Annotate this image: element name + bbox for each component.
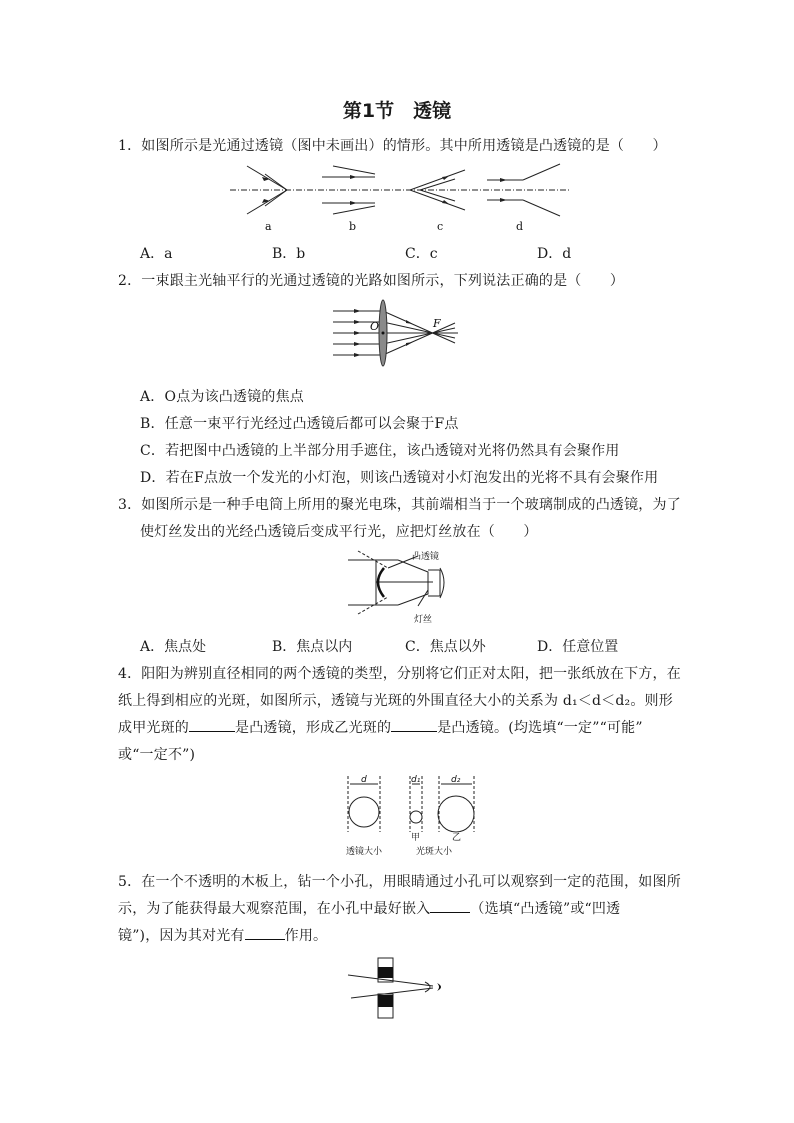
q1-option-b[interactable]: B．b (272, 246, 306, 262)
q2-option-b[interactable]: B．任意一束平行光经过凸透镜后都可以会聚于F点 (140, 416, 459, 432)
q4-line4: 或“一定不”) (118, 747, 196, 763)
q4-figure (344, 772, 479, 858)
q5-line2 (118, 898, 620, 918)
q4-line3-c: 是凸透镜。(均选填“一定”“可能” (437, 720, 643, 736)
q1-stem: 1．如图所示是光通过透镜（图中未画出）的情形。其中所用透镜是凸透镜的是（ ） (118, 138, 667, 154)
q3-label-lens: 凸透镜 (412, 552, 440, 562)
q5-blank-2[interactable] (245, 939, 285, 940)
q4-blank-1[interactable] (189, 731, 235, 732)
q1-fig-label-d: d (516, 220, 524, 233)
q5-line2-b: （选填“凸透镜”或“凹透 (470, 901, 621, 917)
q1-figure (225, 160, 575, 236)
q4-label-spot-size: 光斑大小 (416, 847, 453, 857)
q1-fig-label-c: c (437, 220, 444, 233)
q2-option-c[interactable]: C．若把图中凸透镜的上半部分用手遮住，该凸透镜对光将仍然具有会聚作用 (140, 443, 620, 459)
q3-option-c[interactable]: C．焦点以外 (405, 639, 486, 655)
q4-line3 (118, 717, 643, 737)
q5-blank-1[interactable] (430, 912, 470, 913)
q2-figure (333, 297, 473, 377)
q2-label-f: F (433, 317, 441, 330)
q2-label-o: O (370, 320, 380, 333)
q4-label-yi: 乙 (452, 833, 462, 843)
q1-fig-label-b: b (349, 220, 357, 233)
q3-label-filament: 灯丝 (414, 615, 433, 625)
q4-line1: 4．阳阳为辨别直径相同的两个透镜的类型，分别将它们正对太阳，把一张纸放在下方，在 (118, 666, 681, 682)
q1-option-d[interactable]: D．d (537, 246, 572, 262)
q1-option-c[interactable]: C．c (405, 246, 438, 262)
q5-figure (345, 952, 457, 1024)
q4-label-lens-size: 透镜大小 (346, 847, 383, 857)
q3-option-a[interactable]: A．焦点处 (140, 639, 207, 655)
q4-blank-2[interactable] (391, 731, 437, 732)
q3-stem-line1: 3．如图所示是一种手电筒上所用的聚光电珠，其前端相当于一个玻璃制成的凸透镜，为了 (118, 497, 681, 513)
q5-line3-a: 镜”)，因为其对光有 (118, 928, 245, 944)
q4-line2: 纸上得到相应的光斑，如图所示，透镜与光斑的外围直径大小的关系为 d₁＜d＜d₂。则形 (118, 693, 673, 709)
q1-fig-label-a: a (265, 220, 272, 233)
q3-option-b[interactable]: B．焦点以内 (272, 639, 353, 655)
q3-figure (348, 548, 458, 628)
q5-line2-a: 示，为了能获得最大观察范围，在小孔中最好嵌入 (118, 901, 431, 917)
page-title: 第1节 透镜 (342, 100, 452, 122)
q4-line3-b: 是凸透镜，形成乙光斑的 (235, 720, 392, 736)
q2-option-d[interactable]: D．若在F点放一个发光的小灯泡，则该凸透镜对小灯泡发出的光将不具有会聚作用 (140, 470, 659, 486)
q4-label-d2: d₂ (451, 775, 461, 785)
q5-line1: 5．在一个不透明的木板上，钻一个小孔，用眼睛通过小孔可以观察到一定的范围，如图所 (118, 874, 681, 890)
q1-option-a[interactable]: A．a (140, 246, 173, 262)
q5-line3 (118, 925, 327, 945)
q2-option-a[interactable]: A．O点为该凸透镜的焦点 (140, 389, 304, 405)
q4-label-d1: d₁ (411, 775, 421, 785)
q3-option-d[interactable]: D．任意位置 (537, 639, 619, 655)
q4-line3-a: 成甲光斑的 (118, 720, 189, 736)
q2-stem: 2．一束跟主光轴平行的光通过透镜的光路如图所示，下列说法正确的是（ ） (118, 273, 625, 289)
q3-stem-line2: 使灯丝发出的光经凸透镜后变成平行光，应把灯丝放在（ ） (140, 524, 538, 540)
q5-line3-b: 作用。 (284, 928, 328, 944)
q4-label-jia: 甲 (411, 833, 421, 843)
q4-label-d: d (361, 775, 367, 785)
